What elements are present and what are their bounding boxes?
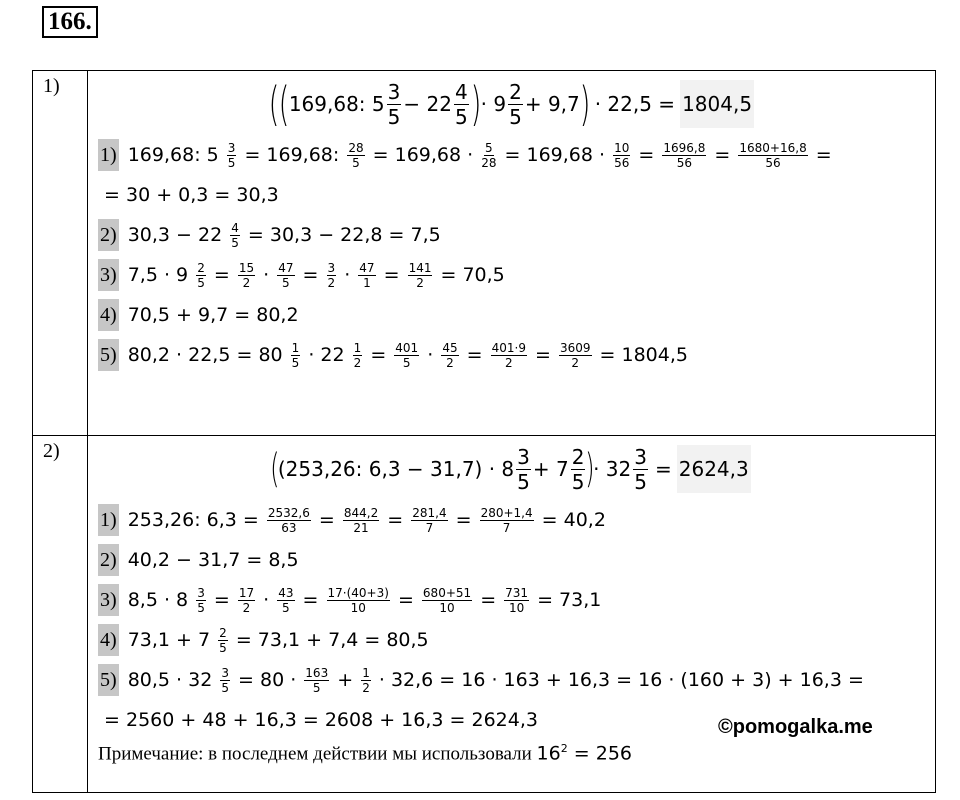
fraction: $\frac{10}{56}$	[614, 140, 630, 170]
step-text: =	[632, 144, 661, 166]
fraction: $\frac{2}{5}$	[197, 260, 205, 290]
step-text: = 73,1 + 7,4 = 80,5	[229, 629, 435, 651]
step-text: ·	[338, 264, 357, 286]
solution-table	[32, 70, 936, 793]
step-number: 1)	[98, 504, 119, 536]
step-text: =	[449, 509, 478, 531]
step-line	[98, 175, 925, 215]
part1-expression: ( ( 169,68: 5 $\frac{3}{5}$ − 22 $\frac{4}{5}$ ) · 9 $\frac{2}{5}$ + 9,7 ) · 22,5 = 1804,5	[268, 77, 753, 131]
part1-steps	[98, 135, 925, 375]
step-line	[98, 335, 925, 375]
fraction: $\frac{3}{2}$	[327, 260, 336, 290]
fraction: $\frac{1}{2}$	[353, 340, 362, 370]
fraction: $\frac{280+1,4}{7}$	[480, 505, 533, 535]
step-text: = 169,68 ·	[366, 144, 480, 166]
fraction: $\frac{141}{2}$	[408, 260, 432, 290]
step-number: 5)	[98, 339, 119, 371]
fraction: $\frac{2}{5}$	[219, 625, 227, 655]
step-text: = 1804,5	[593, 344, 695, 366]
step-text: 30,3 − 22	[121, 224, 229, 246]
fraction: $\frac{28}{5}$	[348, 140, 364, 170]
step-text: 40,2 − 31,7 = 8,5	[121, 549, 305, 571]
problem-number: 166.	[42, 6, 98, 38]
fraction: $\frac{1680+16,8}{56}$	[739, 140, 807, 170]
step-text: =	[364, 344, 393, 366]
step-number: 4)	[98, 624, 119, 656]
step-line	[98, 580, 925, 620]
fraction: $\frac{1}{2}$	[362, 665, 370, 695]
fraction: $\frac{844,2}{21}$	[343, 505, 379, 535]
note: Примечание: в последнем действии мы использовали $16^2 = 256$	[98, 742, 632, 765]
step-text: =	[460, 344, 489, 366]
step-text: = 30 + 0,3 = 30,3	[98, 184, 285, 206]
step-text: 80,5 · 32	[121, 669, 219, 691]
fraction: $\frac{45}{2}$	[442, 340, 458, 370]
step-text: 7,5 · 9	[121, 264, 195, 286]
fraction: $\frac{17\cdot(40+3)}{10}$	[327, 585, 389, 615]
step-text: = 40,2	[535, 509, 612, 531]
step-text: 169,68: 5	[121, 144, 225, 166]
fraction: $\frac{731}{10}$	[505, 585, 529, 615]
step-text: =	[809, 144, 838, 166]
step-number: 3)	[98, 259, 119, 291]
fraction: $\frac{4}{5}$	[231, 220, 239, 250]
step-line	[98, 540, 925, 580]
step-text: ·	[421, 344, 440, 366]
step-text: +	[331, 669, 360, 691]
result-highlight: 2624,3	[677, 445, 751, 493]
fraction: $\frac{47}{1}$	[359, 260, 375, 290]
step-text: ·	[257, 589, 276, 611]
step-text: = 169,68 ·	[498, 144, 612, 166]
step-text: =	[207, 264, 236, 286]
step-number: 2)	[98, 219, 119, 251]
step-text: 73,1 + 7	[121, 629, 217, 651]
part1-body	[88, 71, 936, 436]
step-number: 1)	[98, 139, 119, 171]
part2-expression: ( (253,26: 6,3 − 31,7) · 8 $\frac{3}{5}$ + 7 $\frac{2}{5}$ ) · 32 $\frac{3}{5}$ = 2624,3	[270, 444, 749, 494]
fraction: $\frac{3}{5}$	[221, 665, 229, 695]
fraction: $\frac{3}{5}$	[197, 585, 205, 615]
step-text: = 30,3 − 22,8 = 7,5	[241, 224, 447, 246]
step-text: 70,5 + 9,7 = 80,2	[121, 304, 305, 326]
step-number: 4)	[98, 299, 119, 331]
fraction: $\frac{5}{28}$	[481, 140, 497, 170]
fraction: $\frac{401}{5}$	[395, 340, 419, 370]
step-line	[98, 295, 925, 335]
step-text: =	[312, 509, 341, 531]
fraction: $\frac{1}{5}$	[291, 340, 300, 370]
step-text: = 80 ·	[232, 669, 303, 691]
step-text: 8,5 · 8	[121, 589, 195, 611]
fraction: $\frac{281,4}{7}$	[412, 505, 447, 535]
step-text: =	[296, 589, 325, 611]
part-label: 1)	[33, 71, 88, 436]
step-text: =	[528, 344, 557, 366]
fraction: $\frac{47}{5}$	[278, 260, 294, 290]
step-text: =	[474, 589, 503, 611]
step-text: ·	[257, 264, 276, 286]
part-label: 2)	[33, 436, 88, 793]
fraction: $\frac{401\cdot 9}{2}$	[491, 340, 526, 370]
step-number: 2)	[98, 544, 119, 576]
step-text: 80,2 · 22,5 = 80	[121, 344, 289, 366]
step-text: · 22	[302, 344, 351, 366]
fraction: $\frac{1696,8}{56}$	[663, 140, 706, 170]
step-number: 3)	[98, 584, 119, 616]
fraction: $\frac{3609}{2}$	[559, 340, 591, 370]
fraction: $\frac{2532,6}{63}$	[267, 505, 310, 535]
fraction: $\frac{17}{2}$	[238, 585, 255, 615]
step-text: = 73,1	[531, 589, 608, 611]
step-text: · 32,6 = 16 · 163 + 16,3 = 16 · (160 + 3) + 16,3 =	[372, 669, 870, 691]
fraction: $\frac{15}{2}$	[238, 260, 255, 290]
step-line	[98, 660, 925, 700]
step-text: = 169,68:	[238, 144, 346, 166]
step-number: 5)	[98, 664, 119, 696]
step-text: = 2560 + 48 + 16,3 = 2608 + 16,3 = 2624,3	[98, 709, 545, 731]
step-text: =	[391, 589, 420, 611]
step-text: =	[381, 509, 410, 531]
step-text: =	[708, 144, 737, 166]
part2-steps	[98, 500, 925, 740]
fraction: $\frac{680+51}{10}$	[422, 585, 472, 615]
step-line	[98, 255, 925, 295]
step-line	[98, 135, 925, 175]
step-line	[98, 620, 925, 660]
step-text: =	[296, 264, 325, 286]
step-text: =	[207, 589, 236, 611]
step-text: = 70,5	[434, 264, 511, 286]
step-line	[98, 500, 925, 540]
fraction: $\frac{3}{5}$	[227, 140, 236, 170]
result-highlight: 1804,5	[680, 80, 754, 128]
step-line	[98, 215, 925, 255]
step-text: 253,26: 6,3 =	[121, 509, 265, 531]
table-row-part1	[33, 71, 936, 436]
watermark: ©pomogalka.me	[718, 716, 873, 738]
fraction: $\frac{163}{5}$	[305, 665, 329, 695]
fraction: $\frac{43}{5}$	[278, 585, 294, 615]
step-text: =	[377, 264, 406, 286]
